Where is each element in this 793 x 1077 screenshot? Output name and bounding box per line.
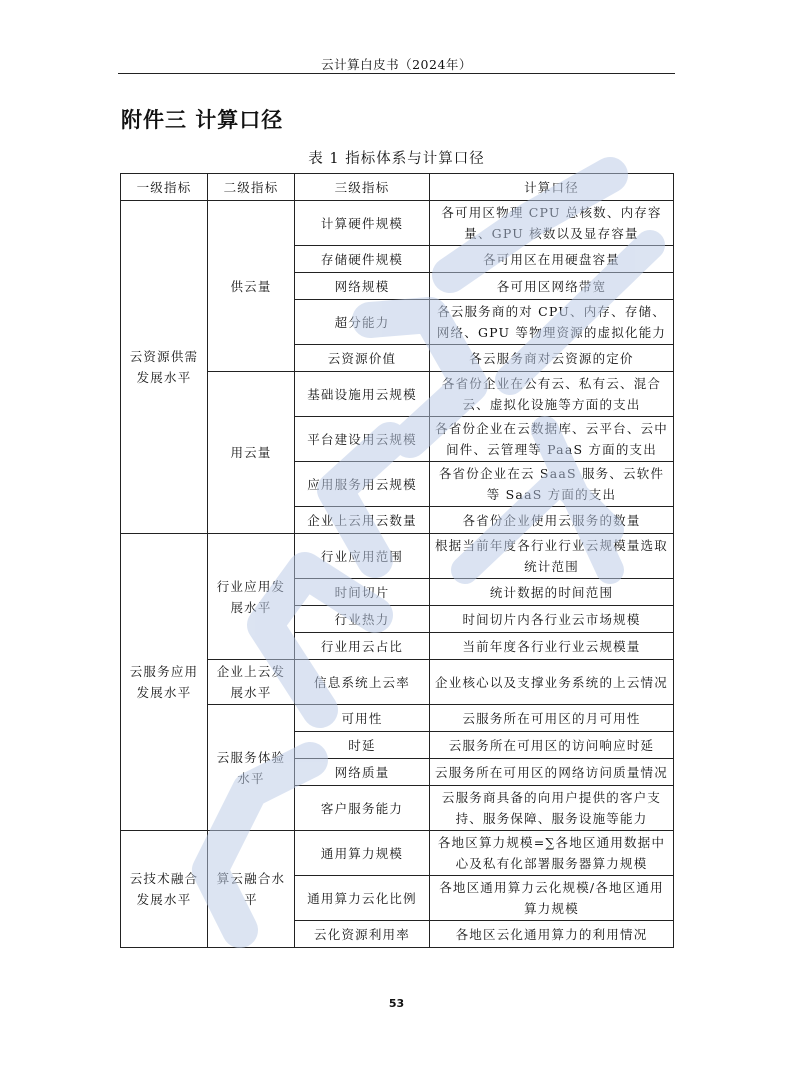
definition-cell: 企业核心以及支撑业务系统的上云情况: [430, 660, 674, 705]
table-header-row: [121, 174, 674, 201]
definition-cell: 各省份企业使用云服务的数量: [430, 507, 674, 534]
definition-cell: 各可用区网络带宽: [430, 273, 674, 300]
definition-cell: 各云服务商的对 CPU、内存、存储、网络、GPU 等物理资源的虚拟化能力: [430, 300, 674, 345]
metric-cell: 时延: [295, 732, 430, 759]
level2-cell: 用云量: [208, 372, 295, 534]
definition-cell: 统计数据的时间范围: [430, 579, 674, 606]
page-number: 53: [388, 997, 405, 1010]
column-header: 三级指标: [295, 174, 430, 201]
definition-cell: 各可用区在用硬盘容量: [430, 246, 674, 273]
appendix-title: 附件三 计算口径: [121, 108, 284, 132]
level2-cell: 行业应用发展水平: [208, 534, 295, 660]
metric-cell: 信息系统上云率: [295, 660, 430, 705]
definition-cell: 云服务所在可用区的月可用性: [430, 705, 674, 732]
metric-cell: 行业用云占比: [295, 633, 430, 660]
definition-cell: 各地区云化通用算力的利用情况: [430, 921, 674, 948]
column-header: 一级指标: [121, 174, 208, 201]
metric-cell: 行业应用范围: [295, 534, 430, 579]
metrics-table: [120, 173, 674, 948]
definition-cell: 各云服务商对云资源的定价: [430, 345, 674, 372]
column-header: 二级指标: [208, 174, 295, 201]
definition-cell: 云服务所在可用区的访问响应时延: [430, 732, 674, 759]
metric-cell: 通用算力规模: [295, 831, 430, 876]
definition-cell: 根据当前年度各行业行业云规模量选取统计范围: [430, 534, 674, 579]
level2-cell: 企业上云发展水平: [208, 660, 295, 705]
header-rule: [118, 73, 675, 74]
metric-cell: 平台建设用云规模: [295, 417, 430, 462]
level1-cell: 云资源供需发展水平: [121, 201, 208, 534]
metric-cell: 行业热力: [295, 606, 430, 633]
definition-cell: 各地区算力规模=∑各地区通用数据中心及私有化部署服务器算力规模: [430, 831, 674, 876]
metric-cell: 云化资源利用率: [295, 921, 430, 948]
metric-cell: 计算硬件规模: [295, 201, 430, 246]
level1-cell: 云技术融合发展水平: [121, 831, 208, 948]
table-row: [121, 831, 674, 876]
definition-cell: 时间切片内各行业云市场规模: [430, 606, 674, 633]
definition-cell: 云服务所在可用区的网络访问质量情况: [430, 759, 674, 786]
metric-cell: 超分能力: [295, 300, 430, 345]
definition-cell: 云服务商具备的向用户提供的客户支持、服务保障、服务设施等能力: [430, 786, 674, 831]
definition-cell: 各可用区物理 CPU 总核数、内存容量、GPU 核数以及显存容量: [430, 201, 674, 246]
level2-cell: 供云量: [208, 201, 295, 372]
metric-cell: 网络规模: [295, 273, 430, 300]
definition-cell: 各省份企业在云 SaaS 服务、云软件等 SaaS 方面的支出: [430, 462, 674, 507]
metric-cell: 时间切片: [295, 579, 430, 606]
metric-cell: 云资源价值: [295, 345, 430, 372]
level1-cell: 云服务应用发展水平: [121, 534, 208, 831]
level2-cell: 云服务体验水平: [208, 705, 295, 831]
definition-cell: 各省份企业在云数据库、云平台、云中间件、云管理等 PaaS 方面的支出: [430, 417, 674, 462]
metric-cell: 客户服务能力: [295, 786, 430, 831]
metric-cell: 存储硬件规模: [295, 246, 430, 273]
definition-cell: 当前年度各行业行业云规模量: [430, 633, 674, 660]
metric-cell: 应用服务用云规模: [295, 462, 430, 507]
table-row: [121, 201, 674, 246]
table-row: [121, 534, 674, 579]
level2-cell: 算云融合水平: [208, 831, 295, 948]
metric-cell: 基础设施用云规模: [295, 372, 430, 417]
metric-cell: 可用性: [295, 705, 430, 732]
metric-cell: 企业上云用云数量: [295, 507, 430, 534]
metric-cell: 网络质量: [295, 759, 430, 786]
definition-cell: 各地区通用算力云化规模/各地区通用算力规模: [430, 876, 674, 921]
table-caption: 表 1 指标体系与计算口径: [308, 151, 485, 167]
column-header: 计算口径: [430, 174, 674, 201]
metric-cell: 通用算力云化比例: [295, 876, 430, 921]
definition-cell: 各省份企业在公有云、私有云、混合云、虚拟化设施等方面的支出: [430, 372, 674, 417]
running-header: 云计算白皮书（2024年）: [321, 57, 472, 72]
